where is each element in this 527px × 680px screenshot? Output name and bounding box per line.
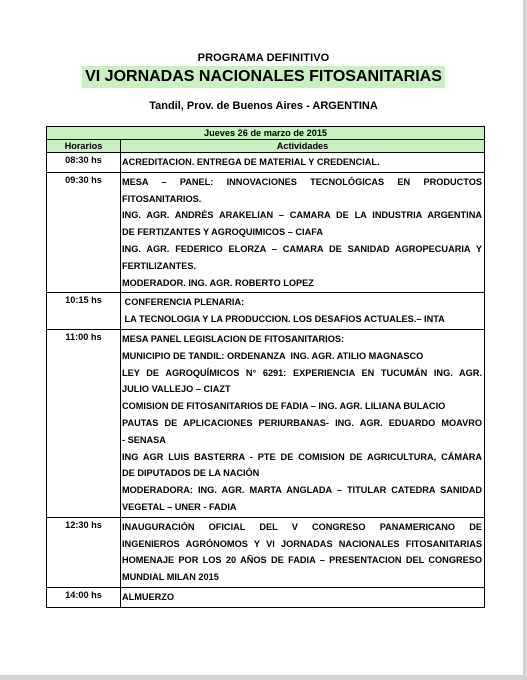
- activity-cell: [121, 293, 485, 330]
- activity-line: LEY DE AGROQUÍMICOS N° 6291: EXPERIENCIA EN TUCUMÁN ING. AGR.: [122, 367, 482, 378]
- activity-line: ALMUERZO: [122, 591, 175, 602]
- time-cell: 08:30 hs: [47, 153, 121, 173]
- activity-line: ING. AGR. FEDERICO ELORZA – CAMARA DE SANIDAD AGROPECUARIA Y: [122, 243, 482, 254]
- table-row: [47, 153, 485, 173]
- table-row: [47, 587, 485, 607]
- activity-line: FITOSANITARIOS.: [122, 193, 202, 204]
- header-row: [47, 140, 485, 153]
- col-header-time: Horarios: [47, 140, 121, 153]
- activity-line: COMISION DE FITOSANITARIOS DE FADIA – ING. AGR. LILIANA BULACIO: [122, 401, 446, 412]
- activity-line: ING. AGR. ANDRÉS ARAKELIAN – CAMARA DE LA INDUSTRIA ARGENTINA: [122, 210, 482, 221]
- activity-line: HOMENAJE POR LOS 20 AÑOS DE FADIA – PRESENTACION DEL CONGRESO: [122, 555, 482, 566]
- activity-line: CONFERENCIA PLENARIA:: [122, 297, 245, 308]
- activity-line: MODERADOR. ING. AGR. ROBERTO LOPEZ: [122, 277, 314, 288]
- col-header-activity: Actividades: [121, 140, 485, 153]
- program-label: PROGRAMA DEFINITIVO: [197, 52, 330, 64]
- table-row: [47, 293, 485, 330]
- activity-line: DE DIPUTADOS DE LA NACIÓN: [122, 468, 260, 479]
- activity-line: ING AGR LUIS BASTERRA - PTE DE COMISION DE AGRICULTURA, CÁMARA: [122, 451, 482, 462]
- activity-line: DE FERTIZANTES Y AGROQUIMICOS – CIAFA: [122, 227, 323, 238]
- activity-cell: [121, 153, 485, 173]
- page-edge-bottom: [0, 675, 527, 680]
- time-cell: 12:30 hs: [47, 517, 121, 587]
- time-cell: 10:15 hs: [47, 293, 121, 330]
- time-cell: 11:00 hs: [47, 329, 121, 517]
- schedule-table: [46, 126, 485, 608]
- activity-line: LA TECNOLOGIA Y LA PRODUCCION. LOS DESAFIOS ACTUALES.– INTA: [122, 314, 445, 325]
- table-row: [47, 329, 485, 517]
- day-label: Jueves 26 de marzo de 2015: [47, 127, 485, 140]
- activity-line: MESA – PANEL: INNOVACIONES TECNOLÓGICAS EN PRODUCTOS: [122, 176, 482, 187]
- activity-line: MUNDIAL MILAN 2015: [122, 572, 219, 583]
- time-cell: 09:30 hs: [47, 172, 121, 293]
- activity-line: JULIO VALLEJO – CIAZT: [122, 384, 231, 395]
- activity-line: INGENIEROS AGRÓNOMOS Y VI JORNADAS NACIONALES FITOSANITARIAS: [122, 538, 482, 549]
- title-wrap: [0, 66, 527, 88]
- activity-line: FERTILIZANTES.: [122, 260, 197, 271]
- activity-cell: [121, 329, 485, 517]
- activity-line: MODERADORA: ING. AGR. MARTA ANGLADA – TITULAR CATEDRA SANIDAD: [122, 485, 482, 496]
- activity-line: - SENASA: [122, 434, 166, 445]
- page-title: VI JORNADAS NACIONALES FITOSANITARIAS: [82, 66, 445, 88]
- activity-line: MESA PANEL LEGISLACION DE FITOSANITARIOS:: [122, 333, 345, 344]
- activity-line: MUNICIPIO DE TANDIL: ORDENANZA ING. AGR. ATILIO MAGNASCO: [122, 350, 424, 361]
- time-cell: 14:00 hs: [47, 587, 121, 607]
- activity-line: INAUGURACIÓN OFICIAL DEL V CONGRESO PANAMERICANO DE: [122, 521, 482, 532]
- activity-cell: [121, 587, 485, 607]
- table-row: [47, 172, 485, 293]
- location-subtitle: Tandil, Prov. de Buenos Aires - ARGENTINA: [149, 100, 378, 112]
- activity-line: PAUTAS DE APLICACIONES PERIURBANAS- ING. AGR. EDUARDO MOAVRO: [122, 417, 482, 428]
- activity-cell: [121, 517, 485, 587]
- activity-line: VEGETAL – UNER - FADIA: [122, 501, 237, 512]
- day-row: [47, 127, 485, 140]
- activity-line: ACREDITACION. ENTREGA DE MATERIAL Y CREDENCIAL.: [122, 157, 380, 167]
- table-row: [47, 517, 485, 587]
- activity-cell: [121, 172, 485, 293]
